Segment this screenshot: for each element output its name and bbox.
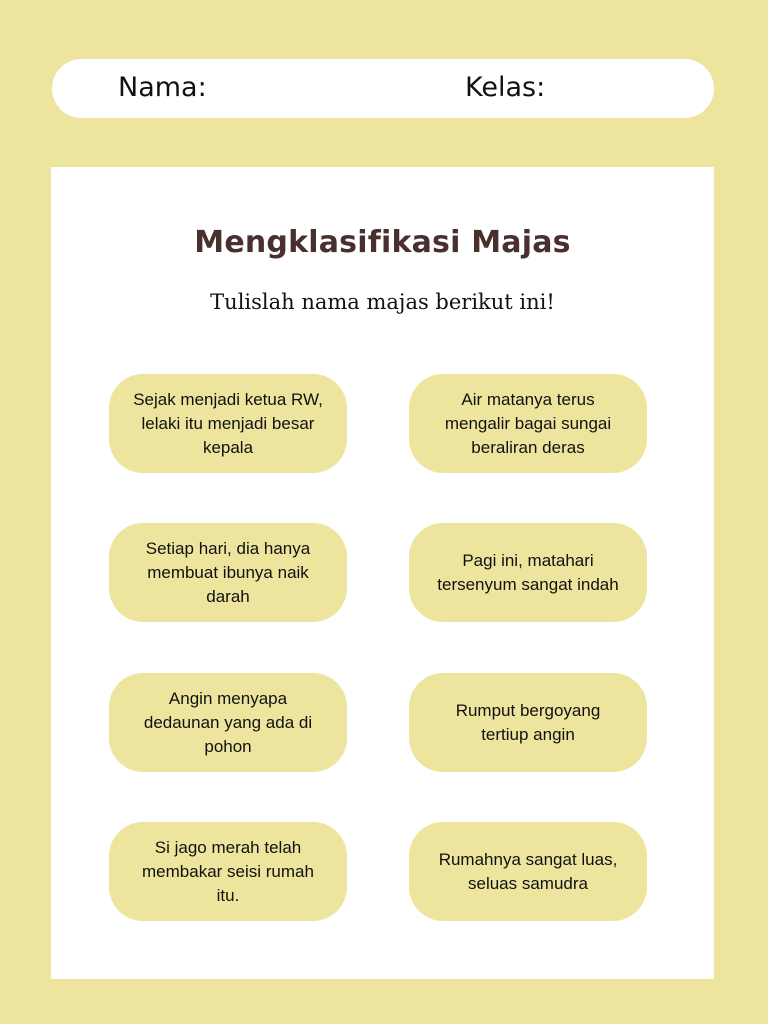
sentence-card	[109, 523, 347, 622]
sentence-card	[109, 374, 347, 473]
sentence-text: Sejak menjadi ketua RW, lelaki itu menjadi besar kepala	[133, 389, 323, 457]
sentence-card	[409, 822, 647, 921]
sentence-card	[109, 673, 347, 772]
sentence-text: Setiap hari, dia hanya membuat ibunya naik darah	[145, 538, 311, 606]
sentence-text: Air matanya terus mengalir bagai sungai beraliran deras	[444, 389, 612, 457]
sentence-text: Pagi ini, matahari tersenyum sangat indah	[437, 550, 619, 594]
sentence-card	[109, 822, 347, 921]
sentence-card	[409, 673, 647, 772]
sentence-card	[409, 523, 647, 622]
worksheet-panel	[51, 167, 714, 979]
sentence-text: Rumput bergoyang tertiup angin	[455, 700, 601, 744]
sentence-text: Angin menyapa dedaunan yang ada di pohon	[143, 688, 313, 756]
class-label: Kelas:	[465, 72, 546, 103]
worksheet-instruction: Tulislah nama majas berikut ini!	[210, 290, 555, 314]
worksheet-title: Mengklasifikasi Majas	[194, 225, 571, 260]
sentence-text: Rumahnya sangat luas, seluas samudra	[438, 849, 618, 893]
sentence-card	[409, 374, 647, 473]
student-info-bar	[52, 59, 714, 118]
name-label: Nama:	[118, 72, 207, 103]
sentence-text: Si jago merah telah membakar seisi rumah itu.	[142, 837, 314, 905]
